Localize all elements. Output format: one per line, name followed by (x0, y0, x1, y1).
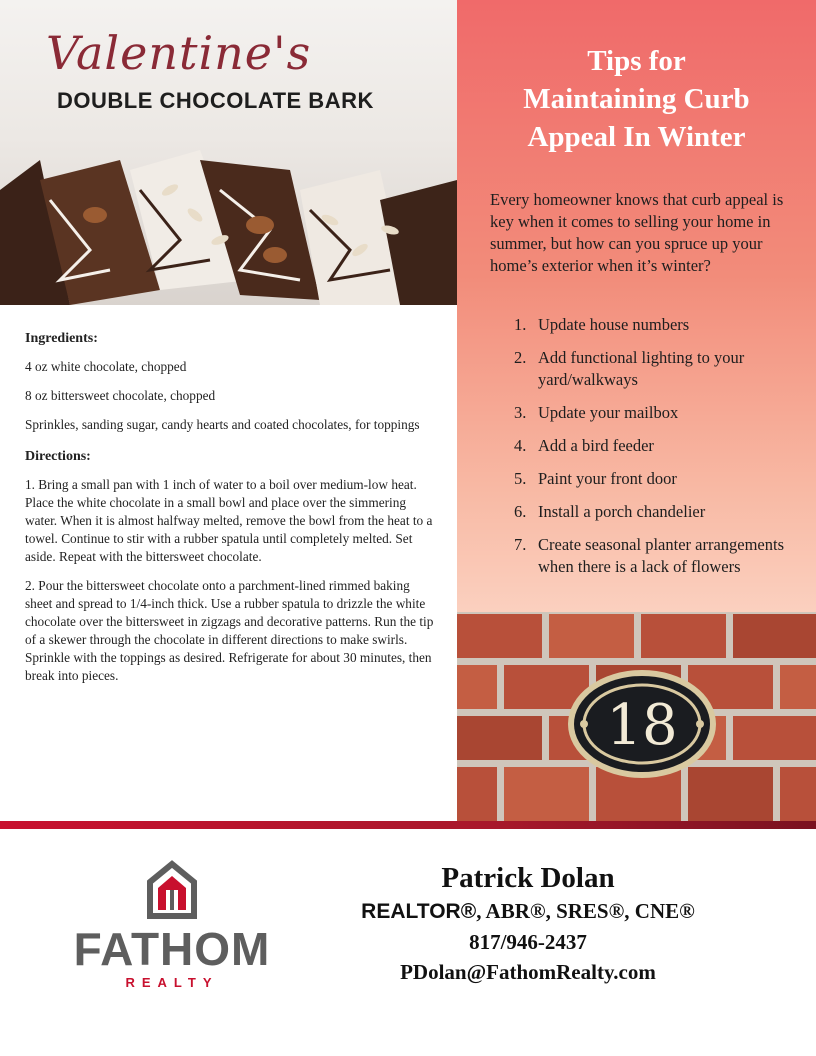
logo-subtext: REALTY (125, 975, 219, 990)
direction-step: 1. Bring a small pan with 1 inch of water to a boil over medium-low heat. Place the white chocolate in a small bowl and place over the simmering water. When it is almost halfway melted, remove the bowl from the heat to a towel. Continue to stir with a rubber spatula until completely melted. Set aside. Repeat with the bittersweet chocolate. (25, 477, 433, 564)
tips-section (457, 0, 816, 612)
agent-name: Patrick Dolan (441, 862, 615, 894)
logo-wordmark: FATHOM (73, 923, 271, 975)
ingredients-heading: Ingredients: (25, 331, 98, 346)
recipe-script-title: Valentine's (46, 26, 312, 80)
list-item: 4. Add a bird feeder (514, 436, 654, 455)
list-item: 5. Paint your front door (514, 469, 677, 488)
list-item: 3. Update your mailbox (514, 403, 679, 422)
direction-step: 2. Pour the bittersweet chocolate onto a parchment-lined rimmed baking sheet and spread to 1/4-inch thick. Use a rubber spatula to drizzle the white chocolate over the bittersweet in zigzags and decorative patterns. Run the tip of a skewer through the chocolate in different directions to make swirls. Sprinkle with the toppings as desired. Refrigerate for about 30 minutes, then break into pieces. (25, 578, 434, 683)
ingredient-item: 4 oz white chocolate, chopped (25, 359, 187, 374)
list-item: 1. Update house numbers (514, 315, 690, 334)
tips-list (490, 314, 790, 589)
directions-heading: Directions: (25, 449, 91, 464)
recipe-title: DOUBLE CHOCOLATE BARK (57, 88, 374, 113)
footer-divider (0, 821, 816, 829)
list-item: 2. Add functional lighting to your yard/walkways (514, 348, 745, 389)
house-logo-icon (62, 860, 282, 922)
recipe-section (25, 330, 435, 696)
ingredient-item: 8 oz bittersweet chocolate, chopped (25, 388, 216, 403)
agent-phone[interactable]: 817/946-2437 (469, 930, 587, 954)
brick-wall-illustration (457, 612, 816, 822)
fathom-logo (62, 860, 282, 1000)
recipe-hero-image (0, 0, 457, 305)
agent-contact (318, 860, 738, 987)
tips-title: Tips for Maintaining Curb Appeal In Winter (523, 45, 750, 153)
agent-email[interactable]: PDolan@FathomRealty.com (400, 960, 656, 984)
agent-credentials: REALTOR®, ABR®, SRES®, CNE® (361, 899, 695, 923)
house-number-photo (457, 612, 816, 822)
house-number: 18 (606, 693, 678, 758)
chocolate-bark-illustration (0, 130, 457, 305)
ingredient-item: Sprinkles, sanding sugar, candy hearts and coated chocolates, for toppings (25, 417, 420, 432)
list-item: 6. Install a porch chandelier (514, 502, 706, 521)
tips-intro: Every homeowner knows that curb appeal is key when it comes to selling your home in summer, but how can you spruce up your home’s exterior when it’s winter? (490, 190, 784, 275)
list-item: 7. Create seasonal planter arrangements when there is a lack of flowers (514, 535, 785, 576)
